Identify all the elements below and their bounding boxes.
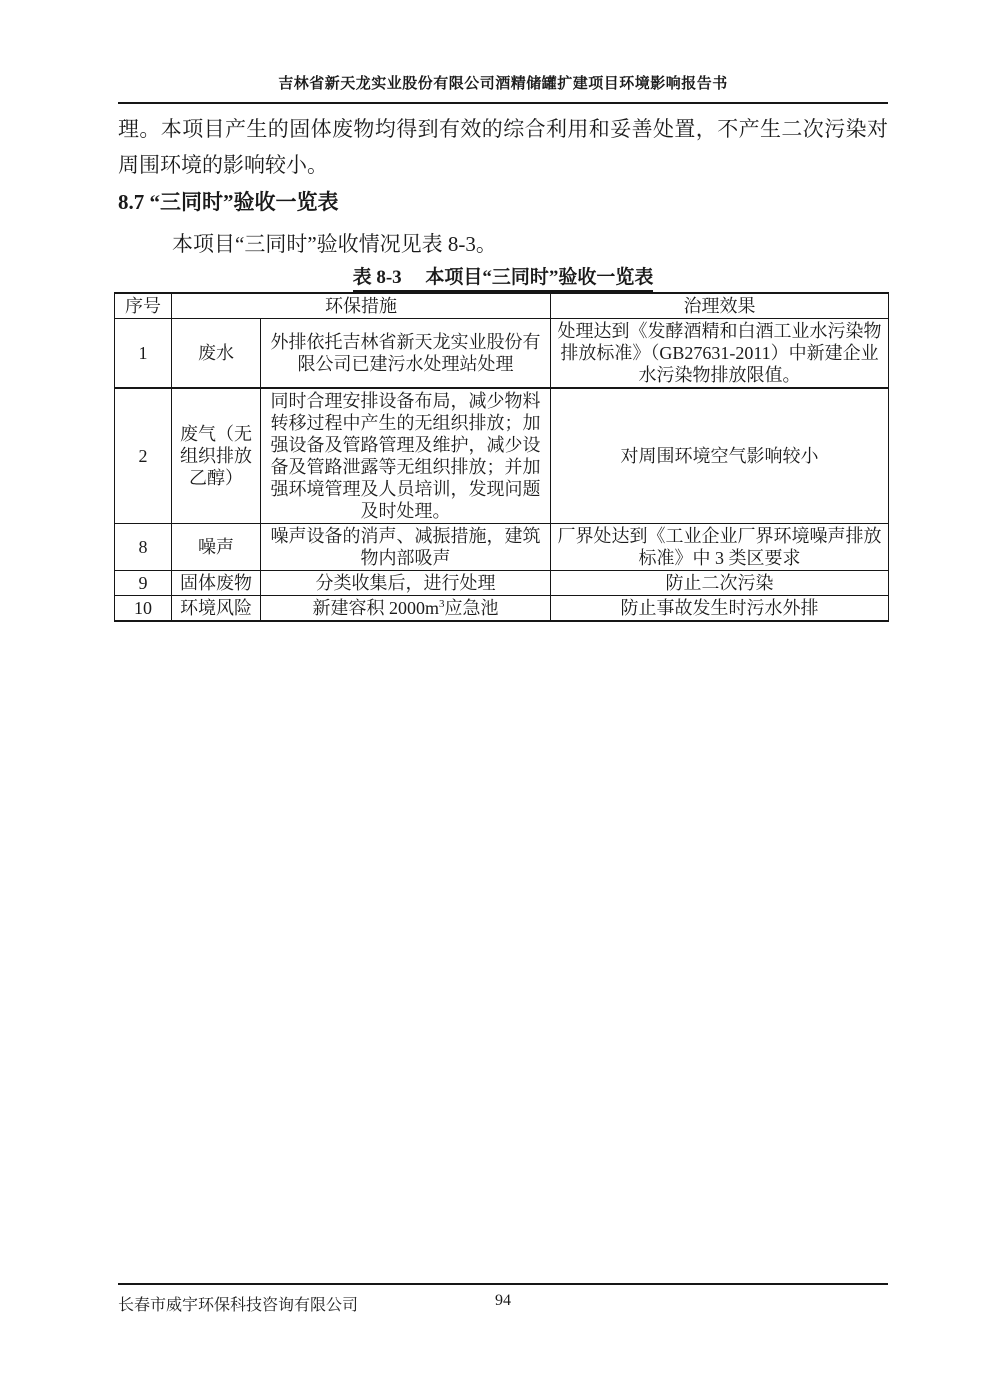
column-header-no: 序号 (115, 293, 172, 319)
cell-category: 固体废物 (172, 571, 261, 596)
table-row (115, 524, 889, 571)
column-header-measure: 环保措施 (172, 293, 551, 319)
validation-table (114, 292, 889, 622)
cell-effect: 防止二次污染 (551, 571, 889, 596)
table-caption-wrap (118, 262, 888, 292)
cell-category: 废水 (172, 319, 261, 389)
table-caption: 表 8-3 本项目“三同时”验收一览表 (353, 262, 654, 292)
cell-effect: 处理达到《发酵酒精和白酒工业水污染物排放标准》（GB27631-2011）中新建企业水污染物排放限值。 (551, 319, 889, 389)
running-header-title: 吉林省新天龙实业股份有限公司酒精储罐扩建项目环境影响报告书 (278, 76, 728, 92)
running-header (118, 72, 888, 104)
cell-measure: 噪声设备的消声、减振措施，建筑物内部吸声 (261, 524, 551, 571)
cell-no: 8 (115, 524, 172, 571)
cell-no: 2 (115, 388, 172, 524)
cell-category: 废气（无组织排放乙醇） (172, 388, 261, 524)
cell-no: 10 (115, 596, 172, 622)
section-heading: 8.7 “三同时”验收一览表 (118, 190, 339, 214)
cell-effect: 厂界处达到《工业企业厂界环境噪声排放标准》中 3 类区要求 (551, 524, 889, 571)
lead-paragraph: 理。本项目产生的固体废物均得到有效的综合利用和妥善处置，不产生二次污染对周围环境的影响较小。 (118, 117, 888, 177)
cell-measure: 分类收集后，进行处理 (261, 571, 551, 596)
measure-text-prefix: 新建容积 2000m (312, 598, 439, 618)
table-row (115, 571, 889, 596)
cell-measure: 外排依托吉林省新天龙实业股份有限公司已建污水处理站处理 (261, 319, 551, 389)
cell-effect: 对周围环境空气影响较小 (551, 388, 889, 524)
table-header-row (115, 293, 889, 319)
table-row (115, 596, 889, 622)
footer-company: 长春市威宇环保科技咨询有限公司 (118, 1297, 359, 1314)
cell-effect: 防止事故发生时污水外排 (551, 596, 889, 622)
cell-no: 1 (115, 319, 172, 389)
measure-text-suffix: 应急池 (444, 598, 499, 618)
table-row (115, 388, 889, 524)
cell-measure: 同时合理安排设备布局，减少物料转移过程中产生的无组织排放；加强设备及管路管理及维护，减少设备及管路泄露等无组织排放；并加强环境管理及人员培训，发现问题及时处理。 (261, 388, 551, 524)
cell-category: 噪声 (172, 524, 261, 571)
page-footer (118, 1283, 888, 1315)
table-row (115, 319, 889, 389)
superscript-cubed: 3 (439, 598, 445, 610)
cell-measure (261, 596, 551, 622)
cell-no: 9 (115, 571, 172, 596)
intro-paragraph: 本项目“三同时”验收情况见表 8-3。 (172, 232, 497, 256)
column-header-effect: 治理效果 (551, 293, 889, 319)
cell-category: 环境风险 (172, 596, 261, 622)
footer-page-number: 94 (495, 1292, 511, 1309)
